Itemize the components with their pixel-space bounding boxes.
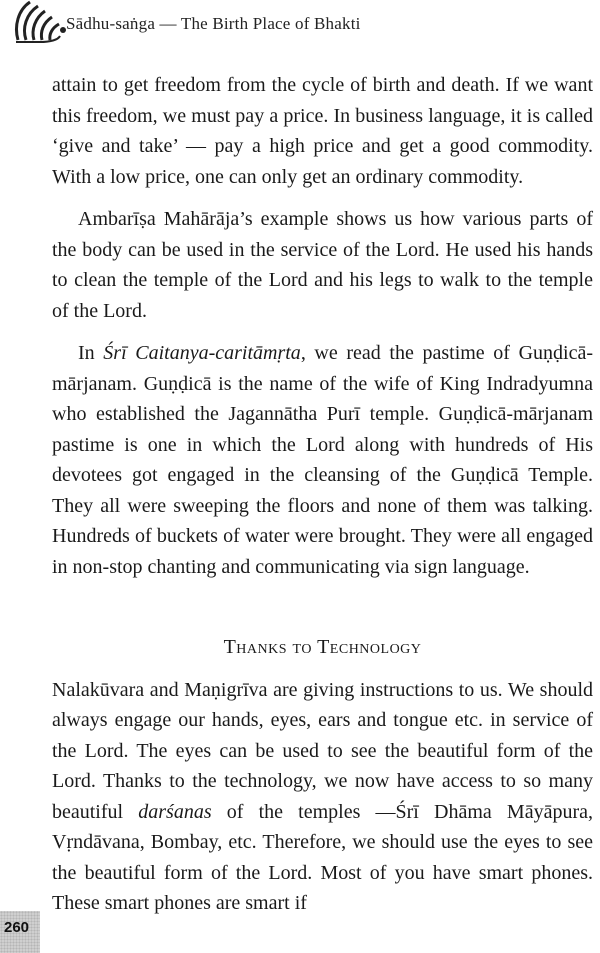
paragraph-3 [52,338,593,582]
page-number-tab [0,911,40,953]
paragraph-4-text: of the temples —Śrī Dhāma Māyāpura, Vṛndāvana, Bombay, etc. Therefore, we should use the eyes to see the beautiful form of the Lord. Most of you have smart phones. These smart phones are smart if [52,800,594,914]
section-heading: Thanks to Technology [223,636,422,658]
running-head: Sādhu-saṅga — The Birth Place of Bhakti [66,14,361,33]
paragraph-3-text: In [78,342,104,364]
page-body [52,70,593,931]
peacock-feather-icon [10,0,70,44]
paragraph-4-text: Nalakūvara and Maṇigrīva are giving instructions to us. We should always engage our hands, eyes, ears and tongue etc. in service of the Lord. The eyes can be used to see the beautiful form of the Lord. Thanks to the technology, we now have access to so many beautiful [52,678,593,823]
book-title: Śrī Caitanya-caritāmṛta [103,342,301,364]
page-header [0,0,600,46]
paragraph-2: Ambarīṣa Mahārāja’s example shows us how various parts of the body can be used in the service of the Lord. He used his hands to clean the temple of the Lord and his legs to walk to the temple of the Lord. [52,208,593,322]
paragraph-4 [52,675,593,919]
paragraph-1: attain to get freedom from the cycle of birth and death. If we want this freedom, we must pay a price. In business language, it is called ‘give and take’ — pay a high price and get a good commodity. With a low price, one can only get an ordinary commodity. [52,74,593,188]
paragraph-3-text: , we read the pastime of Guṇḍicā-mārjanam. Guṇḍicā is the name of the wife of King Indradyumna who established the Jagannātha Purī temple. Guṇḍicā-mārjanam pastime is one in which the Lord along with hundreds of His devotees got engaged in the cleansing of the Guṇḍicā Temple. They all were sweeping the floors and none of them was talking. Hundreds of buckets of water were brought. They were all engaged in non-stop chanting and communicating via sign language. [52,342,593,578]
page-number: 260 [4,919,30,936]
italic-term: darśanas [138,800,212,823]
